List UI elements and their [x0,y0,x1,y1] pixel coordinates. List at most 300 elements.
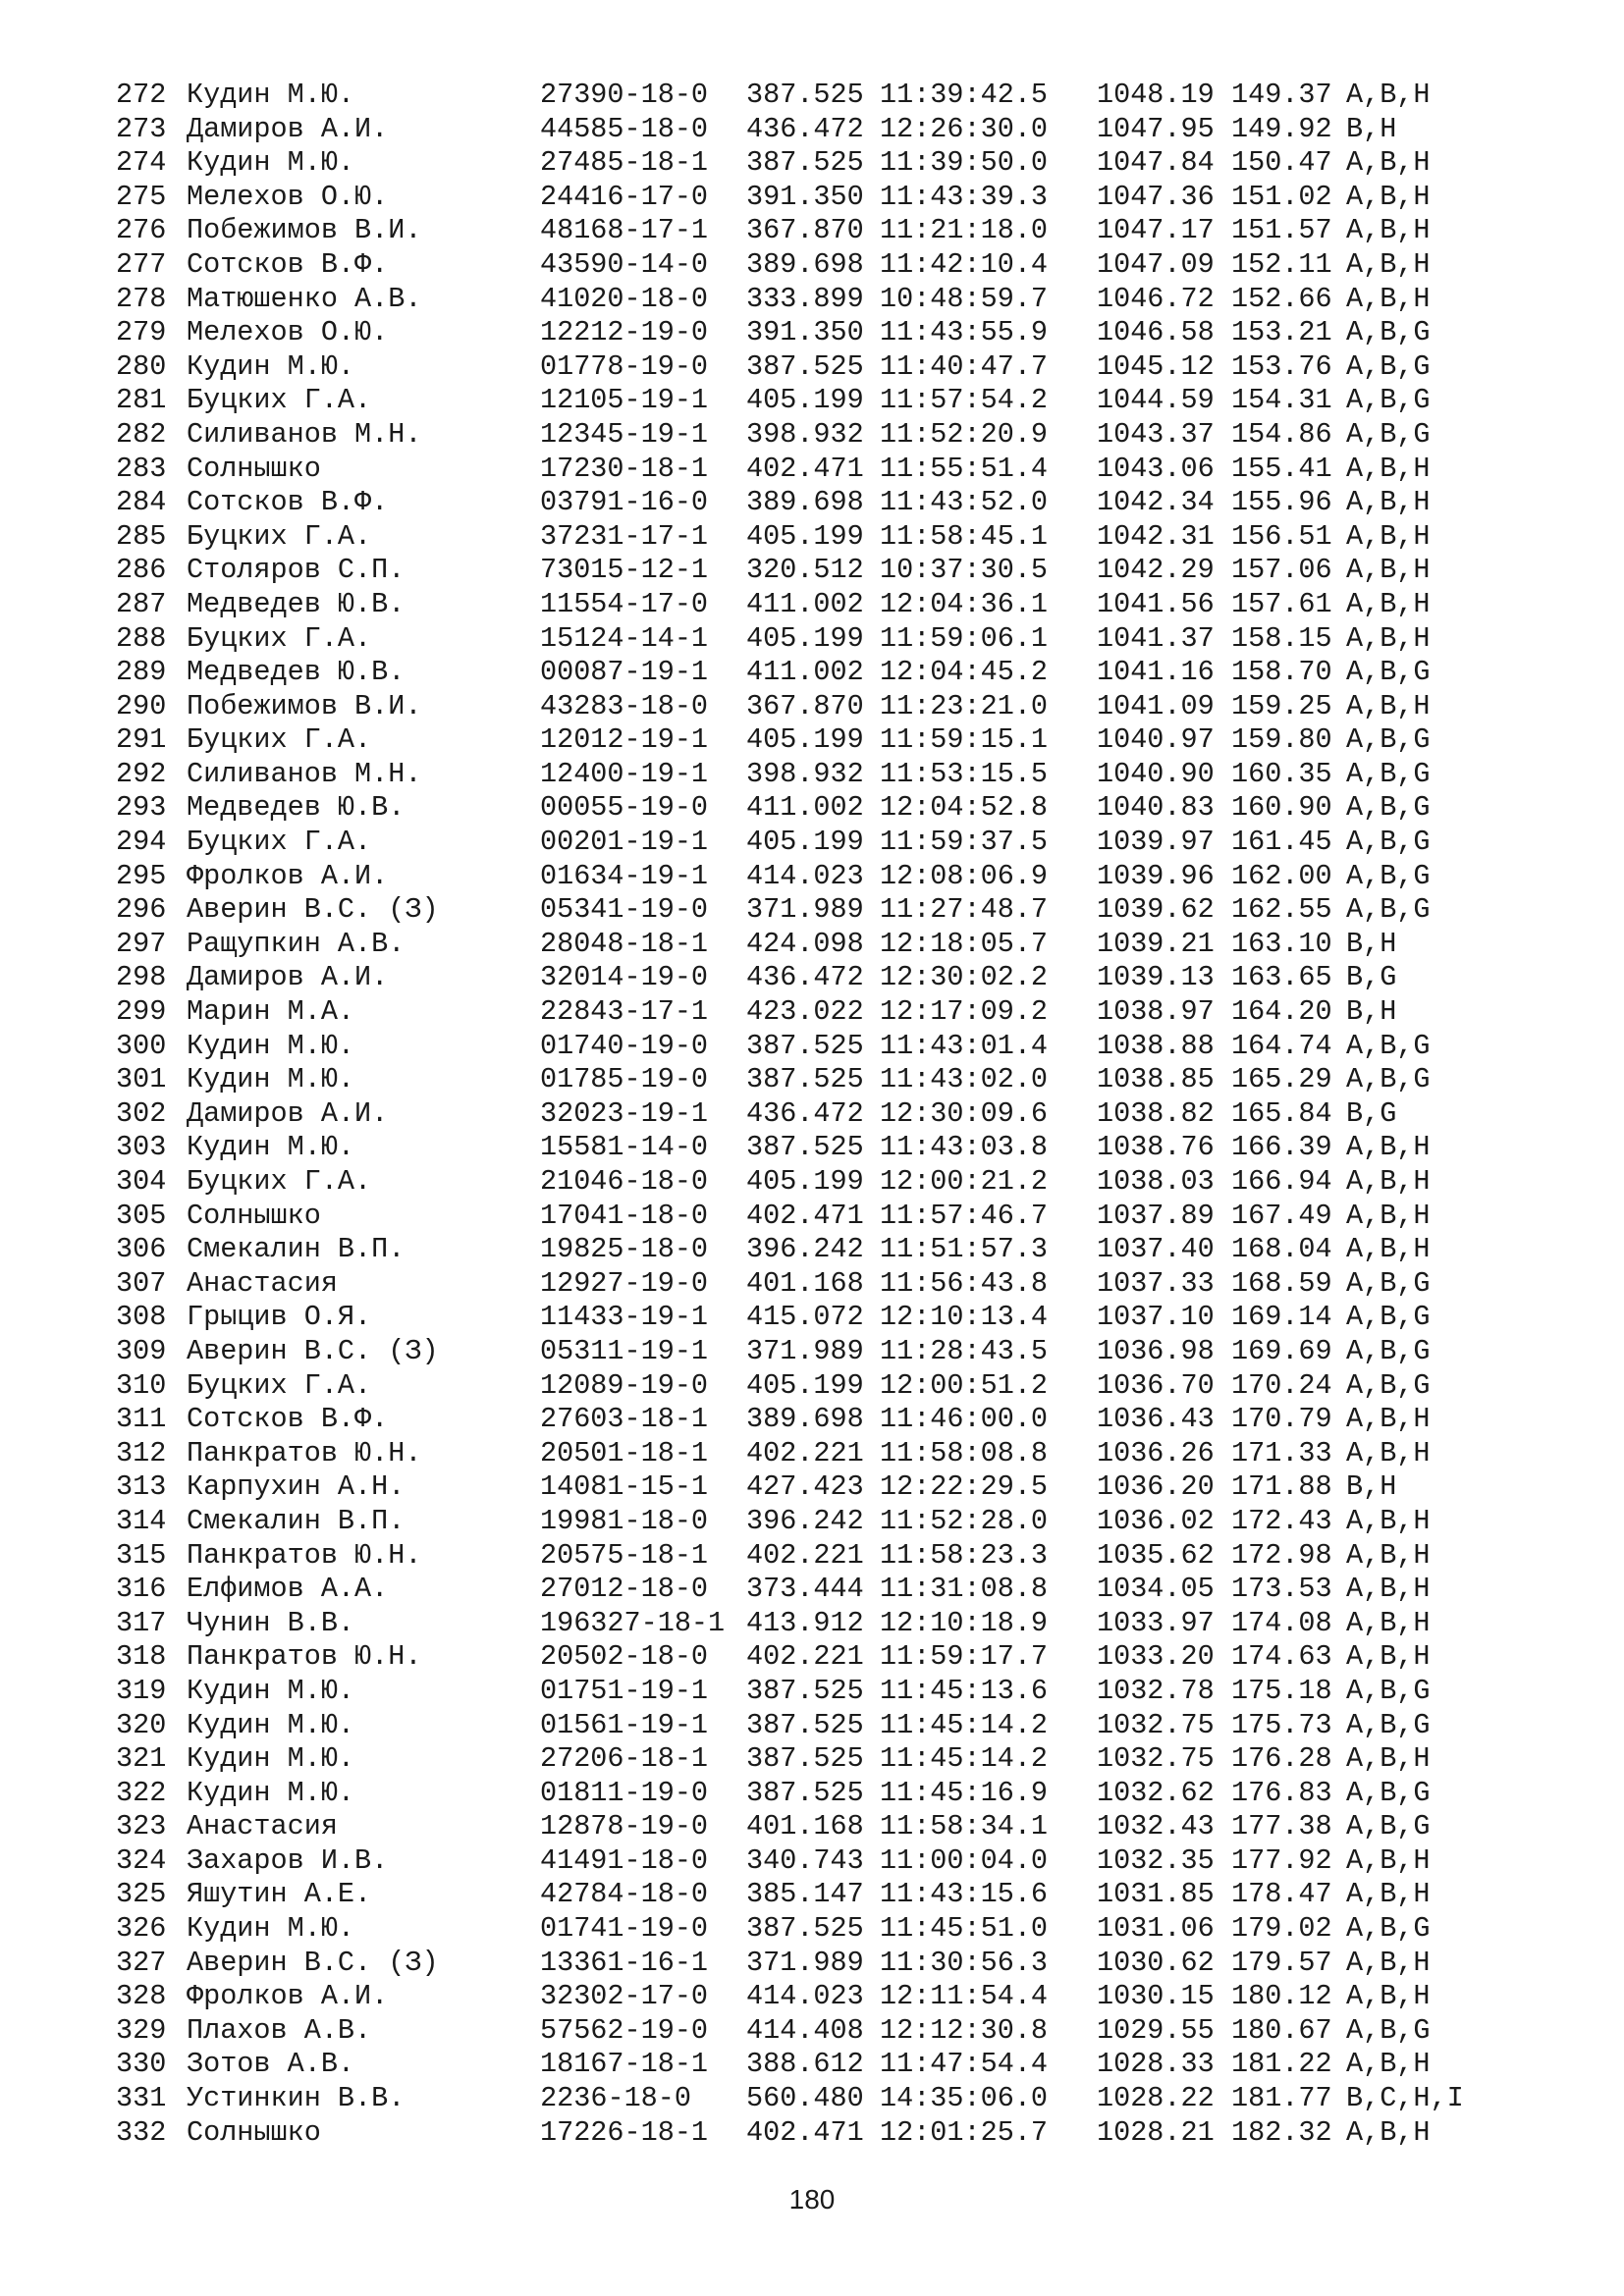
fancier-name-cell: Силиванов М.Н. [187,757,422,790]
column-spacer [691,961,746,995]
table-row [116,486,1569,520]
distance-cell: 387.525 [746,1776,864,1809]
speed-cell: 1030.15 [1097,1980,1215,2013]
rank-cell: 288 [116,621,167,655]
ring-number-cell: 13361-16-1 [540,1946,709,1979]
classes-cell: A,B,H [1346,1233,1431,1266]
distance-cell: 387.525 [746,1742,864,1776]
rank-cell: 284 [116,486,167,519]
fancier-name-cell: Кудин М.Ю. [187,1674,355,1707]
table-row [116,1777,1569,1811]
classes-cell: A,B,H [1346,282,1431,315]
arrival-time-cell: 11:58:23.3 [880,1538,1049,1572]
rank-cell: 297 [116,927,167,960]
arrival-time-cell: 12:04:45.2 [880,656,1049,689]
table-row [116,826,1569,860]
fancier-name-cell: Смекалин В.П. [187,1233,406,1266]
rank-cell: 290 [116,689,167,722]
rank-cell: 292 [116,757,167,790]
ring-number-cell: 01561-19-1 [540,1708,709,1741]
column-spacer [691,283,746,317]
column-spacer [691,79,746,113]
table-row [116,758,1569,792]
ring-number-cell: 12105-19-1 [540,384,709,417]
distance-cell: 414.023 [746,859,864,892]
rank-cell: 332 [116,2115,167,2149]
column-spacer [691,2082,746,2116]
coefficient-cell: 165.84 [1231,1096,1332,1130]
speed-cell: 1042.29 [1097,554,1215,587]
fancier-name-cell: Буцких Г.А. [187,1165,372,1198]
ring-number-cell: 20501-18-1 [540,1436,709,1469]
table-row [116,1403,1569,1437]
coefficient-cell: 172.98 [1231,1538,1332,1572]
rank-cell: 319 [116,1674,167,1707]
table-row [116,350,1569,385]
ring-number-cell: 01811-19-0 [540,1776,709,1809]
coefficient-cell: 166.39 [1231,1131,1332,1164]
classes-cell: A,B,H [1346,519,1431,553]
distance-cell: 373.444 [746,1573,864,1606]
speed-cell: 1045.12 [1097,349,1215,383]
ring-number-cell: 15124-14-1 [540,621,709,655]
classes-cell: A,B,G [1346,757,1431,790]
speed-cell: 1047.84 [1097,146,1215,180]
speed-cell: 1042.31 [1097,519,1215,553]
ring-number-cell: 43590-14-0 [540,247,709,281]
classes-cell: A,B,H [1346,689,1431,722]
rank-cell: 316 [116,1573,167,1606]
arrival-time-cell: 11:52:20.9 [880,417,1049,451]
column-spacer [691,1844,746,1879]
classes-cell: B,C,H,I [1346,2082,1464,2115]
classes-cell: B,H [1346,995,1397,1029]
fancier-name-cell: Буцких Г.А. [187,723,372,757]
speed-cell: 1037.10 [1097,1301,1215,1334]
table-row [116,2116,1569,2151]
classes-cell: A,B,H [1346,247,1431,281]
ring-number-cell: 12345-19-1 [540,417,709,451]
table-row [116,520,1569,555]
speed-cell: 1032.43 [1097,1810,1215,1843]
distance-cell: 367.870 [746,689,864,722]
rank-cell: 312 [116,1436,167,1469]
coefficient-cell: 152.11 [1231,247,1332,281]
table-row [116,1200,1569,1234]
rank-cell: 318 [116,1640,167,1674]
classes-cell: A,B,H [1346,1878,1431,1911]
table-row [116,1709,1569,1743]
coefficient-cell: 179.57 [1231,1946,1332,1979]
rank-cell: 311 [116,1403,167,1436]
ring-number-cell: 41020-18-0 [540,282,709,315]
ring-number-cell: 73015-12-1 [540,554,709,587]
coefficient-cell: 159.80 [1231,723,1332,757]
classes-cell: A,B,H [1346,452,1431,485]
classes-cell: A,B,H [1346,1573,1431,1606]
arrival-time-cell: 12:00:21.2 [880,1165,1049,1198]
arrival-time-cell: 11:43:03.8 [880,1131,1049,1164]
speed-cell: 1034.05 [1097,1573,1215,1606]
classes-cell: A,B,H [1346,1606,1431,1639]
ring-number-cell: 17041-18-0 [540,1199,709,1232]
ring-number-cell: 20502-18-0 [540,1640,709,1674]
table-row [116,1165,1569,1200]
column-spacer [691,758,746,792]
coefficient-cell: 168.59 [1231,1266,1332,1300]
coefficient-cell: 170.79 [1231,1403,1332,1436]
rank-cell: 320 [116,1708,167,1741]
column-spacer [691,1369,746,1404]
column-spacer [691,146,746,181]
column-spacer [691,1539,746,1574]
column-spacer [691,1810,746,1844]
classes-cell: A,B,G [1346,417,1431,451]
speed-cell: 1043.06 [1097,452,1215,485]
coefficient-cell: 153.76 [1231,349,1332,383]
table-row [116,995,1569,1030]
fancier-name-cell: Буцких Г.А. [187,519,372,553]
coefficient-cell: 173.53 [1231,1573,1332,1606]
distance-cell: 436.472 [746,1096,864,1130]
coefficient-cell: 163.65 [1231,961,1332,994]
arrival-time-cell: 12:10:13.4 [880,1301,1049,1334]
classes-cell: A,B,G [1346,656,1431,689]
arrival-time-cell: 11:45:13.6 [880,1674,1049,1707]
fancier-name-cell: Дамиров А.И. [187,112,389,145]
classes-cell: A,B,G [1346,1776,1431,1809]
table-row [116,1539,1569,1574]
ring-number-cell: 42784-18-0 [540,1878,709,1911]
distance-cell: 391.350 [746,180,864,213]
arrival-time-cell: 12:11:54.4 [880,1980,1049,2013]
coefficient-cell: 152.66 [1231,282,1332,315]
column-spacer [691,1470,746,1505]
arrival-time-cell: 11:59:17.7 [880,1640,1049,1674]
column-spacer [691,350,746,385]
arrival-time-cell: 11:59:37.5 [880,826,1049,859]
coefficient-cell: 176.28 [1231,1742,1332,1776]
coefficient-cell: 158.70 [1231,656,1332,689]
speed-cell: 1032.62 [1097,1776,1215,1809]
arrival-time-cell: 12:22:29.5 [880,1470,1049,1504]
arrival-time-cell: 11:31:08.8 [880,1573,1049,1606]
coefficient-cell: 161.45 [1231,826,1332,859]
rank-cell: 330 [116,2048,167,2081]
column-spacer [691,2048,746,2082]
column-spacer [691,453,746,487]
coefficient-cell: 175.18 [1231,1674,1332,1707]
speed-cell: 1043.37 [1097,417,1215,451]
coefficient-cell: 162.00 [1231,859,1332,892]
rank-cell: 281 [116,384,167,417]
classes-cell: A,B,H [1346,214,1431,247]
results-table [116,79,1569,2150]
ring-number-cell: 05341-19-0 [540,893,709,927]
speed-cell: 1029.55 [1097,2013,1215,2047]
ring-number-cell: 01751-19-1 [540,1674,709,1707]
rank-cell: 323 [116,1810,167,1843]
fancier-name-cell: Аверин В.С. (З) [187,1946,439,1979]
rank-cell: 276 [116,214,167,247]
ring-number-cell: 17226-18-1 [540,2115,709,2149]
coefficient-cell: 181.77 [1231,2082,1332,2115]
classes-cell: A,B,G [1346,349,1431,383]
rank-cell: 285 [116,519,167,553]
coefficient-cell: 154.86 [1231,417,1332,451]
distance-cell: 423.022 [746,995,864,1029]
column-spacer [691,1335,746,1369]
column-spacer [691,2116,746,2151]
table-row [116,554,1569,588]
arrival-time-cell: 11:51:57.3 [880,1233,1049,1266]
speed-cell: 1039.97 [1097,826,1215,859]
coefficient-cell: 164.20 [1231,995,1332,1029]
fancier-name-cell: Кудин М.Ю. [187,146,355,180]
coefficient-cell: 177.38 [1231,1810,1332,1843]
coefficient-cell: 149.37 [1231,79,1332,111]
classes-cell: B,G [1346,961,1397,994]
column-spacer [691,248,746,283]
ring-number-cell: 22843-17-1 [540,995,709,1029]
speed-cell: 1036.70 [1097,1368,1215,1402]
speed-cell: 1031.85 [1097,1878,1215,1911]
table-row [116,1301,1569,1335]
speed-cell: 1048.19 [1097,79,1215,111]
ring-number-cell: 20575-18-1 [540,1538,709,1572]
classes-cell: A,B,G [1346,1063,1431,1096]
rank-cell: 308 [116,1301,167,1334]
classes-cell: A,B,H [1346,79,1431,111]
distance-cell: 411.002 [746,791,864,825]
column-spacer [691,1573,746,1607]
fancier-name-cell: Сотсков В.Ф. [187,1403,389,1436]
coefficient-cell: 158.15 [1231,621,1332,655]
distance-cell: 387.525 [746,1912,864,1946]
arrival-time-cell: 12:04:52.8 [880,791,1049,825]
coefficient-cell: 162.55 [1231,893,1332,927]
classes-cell: A,B,H [1346,1504,1431,1537]
table-row [116,181,1569,215]
rank-cell: 301 [116,1063,167,1096]
fancier-name-cell: Фролков А.И. [187,859,389,892]
coefficient-cell: 171.88 [1231,1470,1332,1504]
classes-cell: A,B,H [1346,1980,1431,2013]
arrival-time-cell: 11:45:14.2 [880,1708,1049,1741]
ring-number-cell: 27012-18-0 [540,1573,709,1606]
rank-cell: 289 [116,656,167,689]
fancier-name-cell: Буцких Г.А. [187,621,372,655]
table-row [116,588,1569,622]
speed-cell: 1047.95 [1097,112,1215,145]
ring-number-cell: 41491-18-0 [540,1843,709,1877]
column-spacer [691,2014,746,2049]
distance-cell: 405.199 [746,384,864,417]
table-row [116,1912,1569,1947]
classes-cell: A,B,H [1346,180,1431,213]
table-row [116,214,1569,248]
coefficient-cell: 178.47 [1231,1878,1332,1911]
coefficient-cell: 180.12 [1231,1980,1332,2013]
distance-cell: 411.002 [746,656,864,689]
distance-cell: 402.471 [746,1199,864,1232]
rank-cell: 293 [116,791,167,825]
column-spacer [691,384,746,418]
rank-cell: 328 [116,1980,167,2013]
arrival-time-cell: 12:17:09.2 [880,995,1049,1029]
rank-cell: 298 [116,961,167,994]
coefficient-cell: 169.69 [1231,1334,1332,1367]
speed-cell: 1041.56 [1097,587,1215,620]
table-row [116,1369,1569,1404]
rank-cell: 296 [116,893,167,927]
arrival-time-cell: 11:42:10.4 [880,247,1049,281]
fancier-name-cell: Грыцив О.Я. [187,1301,372,1334]
coefficient-cell: 174.63 [1231,1640,1332,1674]
coefficient-cell: 177.92 [1231,1843,1332,1877]
table-row [116,1980,1569,2014]
table-row [116,1470,1569,1505]
fancier-name-cell: Кудин М.Ю. [187,1776,355,1809]
distance-cell: 405.199 [746,621,864,655]
ring-number-cell: 01741-19-0 [540,1912,709,1946]
arrival-time-cell: 12:08:06.9 [880,859,1049,892]
speed-cell: 1036.26 [1097,1436,1215,1469]
table-row [116,2082,1569,2116]
rank-cell: 325 [116,1878,167,1911]
distance-cell: 371.989 [746,1946,864,1979]
arrival-time-cell: 11:45:16.9 [880,1776,1049,1809]
table-row [116,928,1569,962]
classes-cell: A,B,G [1346,859,1431,892]
speed-cell: 1038.85 [1097,1063,1215,1096]
rank-cell: 273 [116,112,167,145]
speed-cell: 1039.62 [1097,893,1215,927]
table-row [116,1844,1569,1879]
rank-cell: 291 [116,723,167,757]
speed-cell: 1032.78 [1097,1674,1215,1707]
speed-cell: 1040.83 [1097,791,1215,825]
ring-number-cell: 12400-19-1 [540,757,709,790]
distance-cell: 387.525 [746,1029,864,1062]
distance-cell: 387.525 [746,79,864,111]
distance-cell: 436.472 [746,961,864,994]
fancier-name-cell: Карпухин А.Н. [187,1470,406,1504]
classes-cell: A,B,G [1346,384,1431,417]
column-spacer [691,1403,746,1437]
speed-cell: 1047.17 [1097,214,1215,247]
fancier-name-cell: Кудин М.Ю. [187,349,355,383]
rank-cell: 329 [116,2013,167,2047]
table-row [116,1030,1569,1064]
fancier-name-cell: Медведев Ю.В. [187,587,406,620]
fancier-name-cell: Буцких Г.А. [187,384,372,417]
ring-number-cell: 11433-19-1 [540,1301,709,1334]
ring-number-cell: 57562-19-0 [540,2013,709,2047]
speed-cell: 1040.97 [1097,723,1215,757]
column-spacer [691,316,746,350]
table-row [116,1810,1569,1844]
column-spacer [691,1131,746,1165]
distance-cell: 414.408 [746,2013,864,2047]
arrival-time-cell: 11:55:51.4 [880,452,1049,485]
table-row [116,283,1569,317]
classes-cell: A,B,G [1346,1810,1431,1843]
fancier-name-cell: Панкратов Ю.Н. [187,1538,422,1572]
speed-cell: 1036.20 [1097,1470,1215,1504]
distance-cell: 320.512 [746,554,864,587]
rank-cell: 331 [116,2082,167,2115]
ring-number-cell: 01634-19-1 [540,859,709,892]
rank-cell: 283 [116,452,167,485]
ring-number-cell: 27485-18-1 [540,146,709,180]
fancier-name-cell: Побежимов В.И. [187,214,422,247]
table-row [116,893,1569,928]
speed-cell: 1028.22 [1097,2082,1215,2115]
rank-cell: 272 [116,79,167,111]
rank-cell: 317 [116,1606,167,1639]
column-spacer [691,622,746,657]
classes-cell: A,B,H [1346,1538,1431,1572]
arrival-time-cell: 11:57:46.7 [880,1199,1049,1232]
ring-number-cell: 12012-19-1 [540,723,709,757]
fancier-name-cell: Буцких Г.А. [187,826,372,859]
column-spacer [691,1675,746,1709]
table-row [116,1878,1569,1912]
ring-number-cell: 44585-18-0 [540,112,709,145]
speed-cell: 1039.96 [1097,859,1215,892]
classes-cell: A,B,H [1346,1436,1431,1469]
fancier-name-cell: Кудин М.Ю. [187,1912,355,1946]
fancier-name-cell: Аверин В.С. (З) [187,893,439,927]
speed-cell: 1039.13 [1097,961,1215,994]
arrival-time-cell: 12:00:51.2 [880,1368,1049,1402]
column-spacer [691,1505,746,1539]
classes-cell: A,B,H [1346,486,1431,519]
arrival-time-cell: 11:58:45.1 [880,519,1049,553]
column-spacer [691,1030,746,1064]
column-spacer [691,1233,746,1267]
classes-cell: A,B,H [1346,146,1431,180]
fancier-name-cell: Плахов А.В. [187,2013,372,2047]
distance-cell: 387.525 [746,1674,864,1707]
arrival-time-cell: 11:30:56.3 [880,1946,1049,1979]
fancier-name-cell: Захаров И.В. [187,1843,389,1877]
column-spacer [691,1980,746,2014]
classes-cell: A,B,H [1346,2115,1431,2149]
ring-number-cell: 12878-19-0 [540,1810,709,1843]
arrival-time-cell: 12:26:30.0 [880,112,1049,145]
rank-cell: 302 [116,1096,167,1130]
classes-cell: A,B,H [1346,1640,1431,1674]
classes-cell: A,B,G [1346,1266,1431,1300]
classes-cell: A,B,H [1346,1843,1431,1877]
table-row [116,1335,1569,1369]
coefficient-cell: 179.02 [1231,1912,1332,1946]
fancier-name-cell: Аверин В.С. (З) [187,1334,439,1367]
rank-cell: 314 [116,1504,167,1537]
classes-cell: B,H [1346,927,1397,960]
table-body [116,79,1569,2150]
speed-cell: 1033.97 [1097,1606,1215,1639]
column-spacer [691,1097,746,1132]
arrival-time-cell: 11:58:34.1 [880,1810,1049,1843]
distance-cell: 405.199 [746,519,864,553]
speed-cell: 1038.88 [1097,1029,1215,1062]
column-spacer [691,928,746,962]
coefficient-cell: 180.67 [1231,2013,1332,2047]
rank-cell: 324 [116,1843,167,1877]
